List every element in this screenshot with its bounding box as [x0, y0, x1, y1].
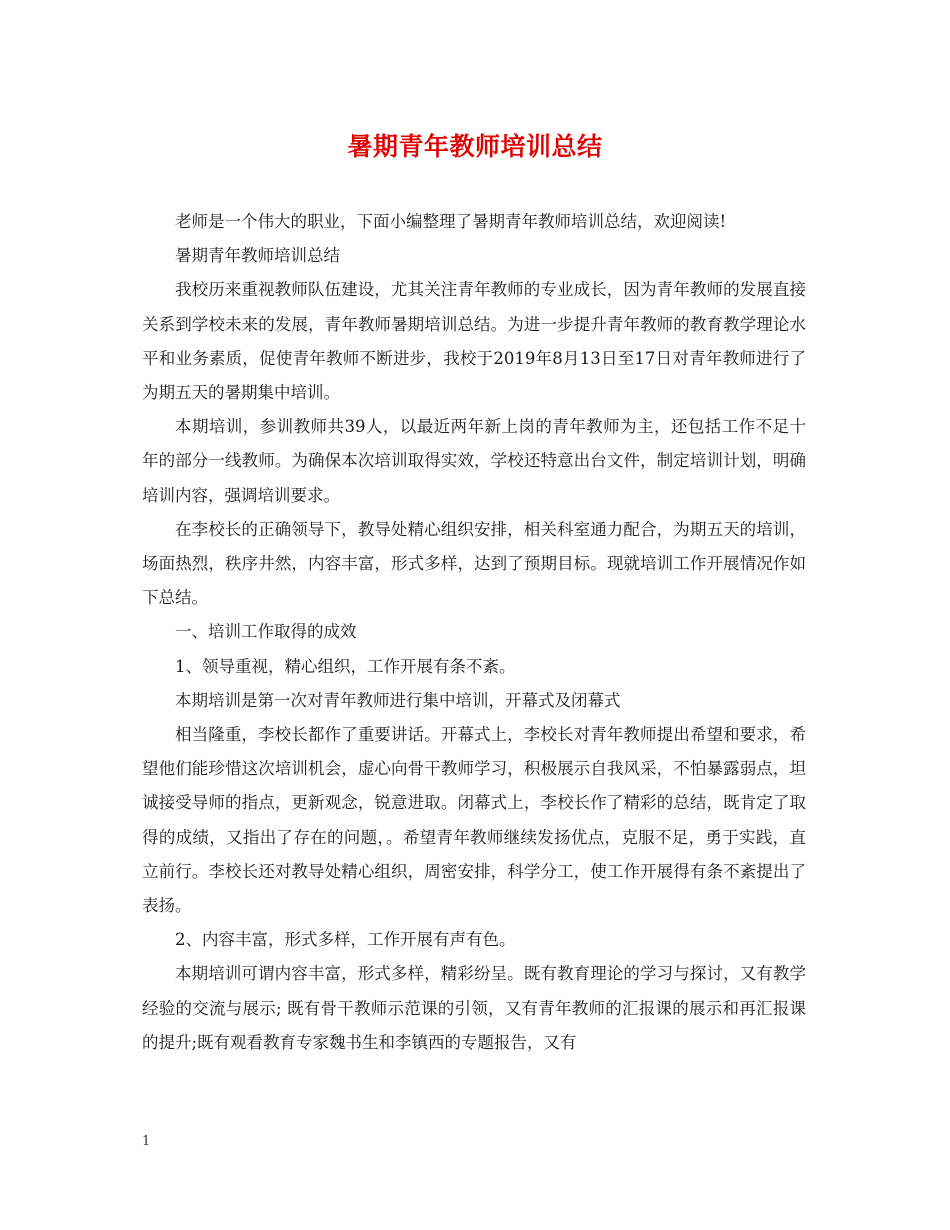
paragraph-intro: 老师是一个伟大的职业，下面小编整理了暑期青年教师培训总结，欢迎阅读!	[175, 212, 727, 231]
subsection-heading: 1、领导重视，精心组织，工作开展有条不紊。	[175, 656, 516, 676]
paragraph: 在李校长的正确领导下，教导处精心组织安排，相关科室通力配合，为期五天的培训，场面热烈，秩序井然，内容丰富，形式多样，达到了预期目标。现就培训工作开展情况作如下总结。	[142, 519, 806, 608]
subsection-heading: 2、内容丰富，形式多样，工作开展有声有色。	[175, 930, 516, 950]
page-number: 1	[142, 1134, 151, 1149]
document-body	[142, 205, 806, 1060]
paragraph: 我校历来重视教师队伍建设，尤其关注青年教师的专业成长，因为青年教师的发展直接关系到学校未来的发展，青年教师暑期培训总结。为进一步提升青年教师的教育教学理论水平和业务素质，促使青年教师不断进步，我校于2019年8月13日至17日对青年教师进行了为期五天的暑期集中培训。	[142, 280, 806, 403]
paragraph: 本期培训，参训教师共39人，以最近两年新上岗的青年教师为主，还包括工作不足十年的部分一线教师。为确保本次培训取得实效，学校还特意出台文件，制定培训计划，明确培训内容，强调培训要求。	[142, 417, 806, 505]
section-heading: 一、培训工作取得的成效	[175, 622, 357, 642]
paragraph-subtitle: 暑期青年教师培训总结	[175, 246, 340, 266]
document-title: 暑期青年教师培训总结	[347, 132, 603, 161]
paragraph: 相当隆重，李校长都作了重要讲话。开幕式上，李校长对青年教师提出希望和要求，希望他们能珍惜这次培训机会，虚心向骨干教师学习，积极展示自我风采，不怕暴露弱点，坦诚接受导师的指点，更新观念，锐意进取。闭幕式上，李校长作了精彩的总结，既肯定了取得的成绩，又指出了存在的问题，。希望青年教师继续发扬优点，克服不足，勇于实践，直立前行。李校长还对教导处精心组织，周密安排，科学分工，使工作开展得有条不紊提出了表扬。	[142, 725, 806, 916]
paragraph: 本期培训是第一次对青年教师进行集中培训，开幕式及闭幕式	[175, 690, 621, 710]
paragraph: 本期培训可谓内容丰富，形式多样，精彩纷呈。既有教育理论的学习与探讨，又有教学经验的交流与展示; 既有骨干教师示范课的引领，又有青年教师的汇报课的展示和再汇报课的提升;既有观看教育专家魏书生和李镇西的专题报告，又有	[142, 964, 806, 1052]
